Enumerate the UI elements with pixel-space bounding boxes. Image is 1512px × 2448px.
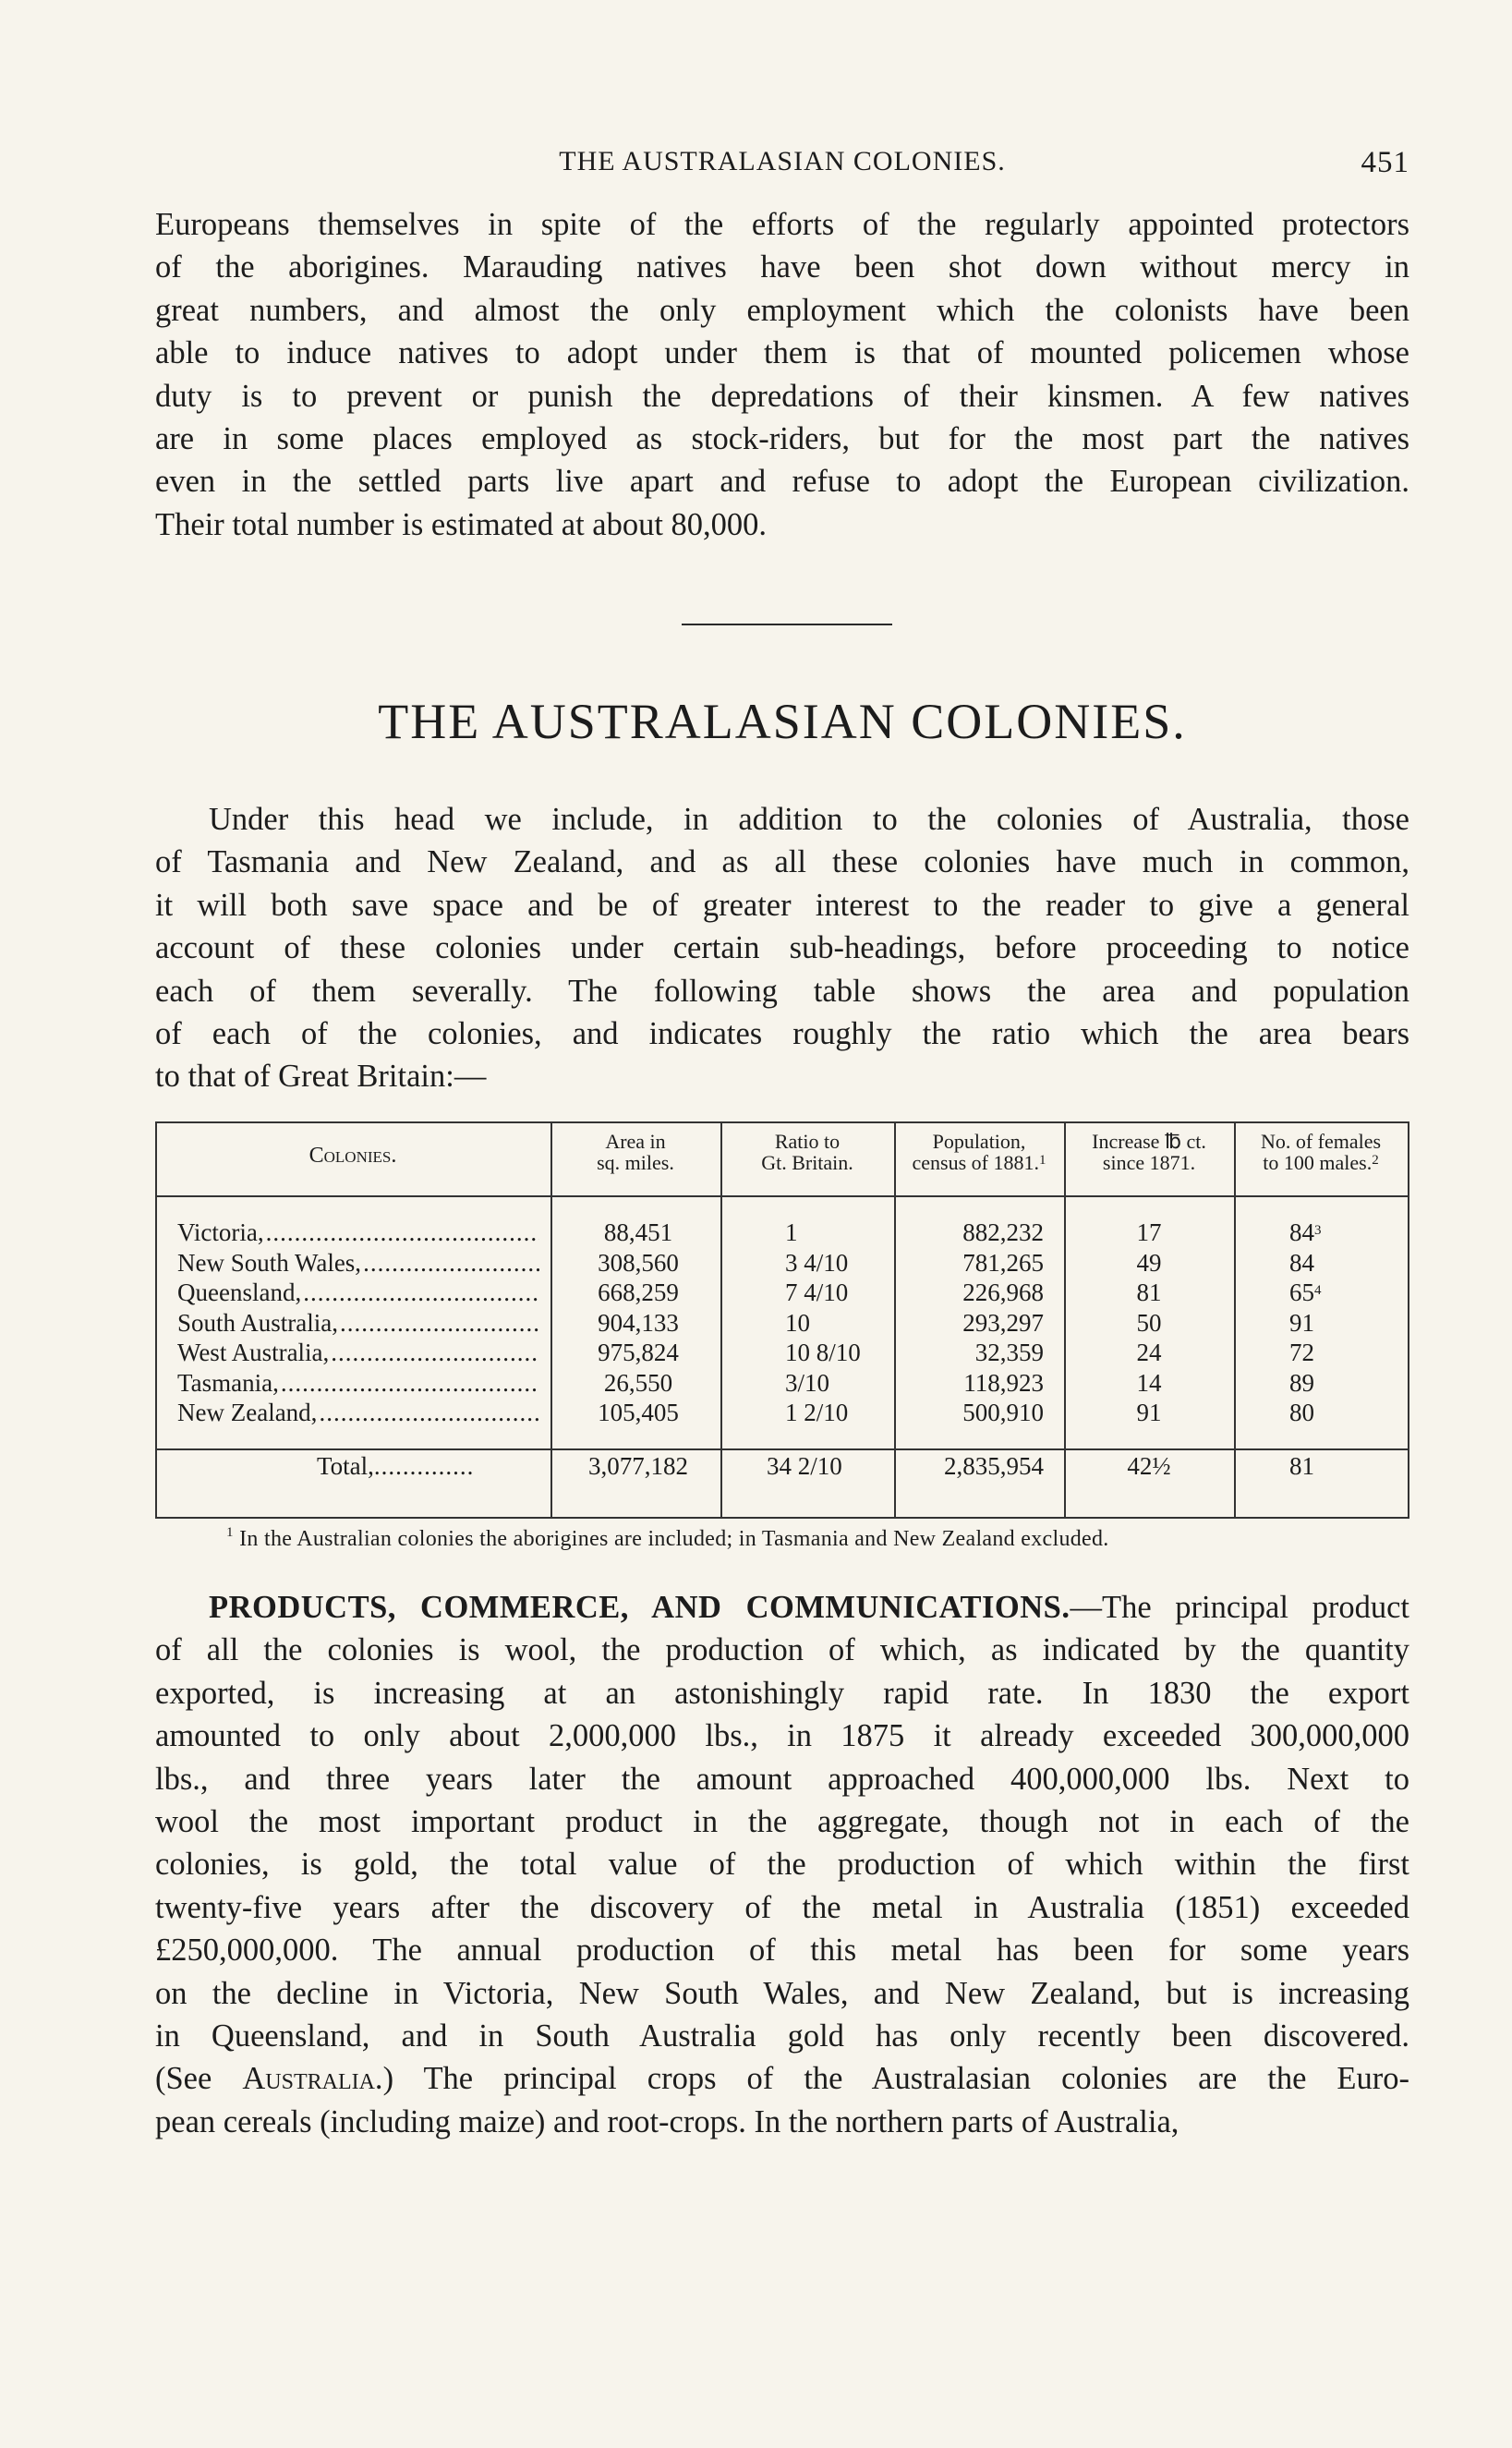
area-cell: 308,560 — [598, 1248, 679, 1277]
table-row — [177, 1338, 539, 1368]
colonies-table — [155, 1121, 1409, 1519]
header-line: Gt. Britain. — [761, 1151, 853, 1174]
header-line: Increase ℔ ct. — [1092, 1130, 1206, 1153]
females-cell — [1289, 1338, 1363, 1368]
total-label — [317, 1452, 548, 1481]
population-cell: 882,232 — [962, 1218, 1044, 1246]
females-value: 65 — [1289, 1279, 1314, 1306]
ratio-cell: 1 2/10 — [785, 1399, 849, 1426]
females-value: 80 — [1289, 1399, 1314, 1426]
leader-dots — [331, 1338, 539, 1368]
females-column — [1289, 1218, 1363, 1428]
ratio-cell: 7 4/10 — [785, 1279, 849, 1306]
text-line: account of these colonies under certain sub-headings, before proceeding to notice — [155, 930, 1409, 966]
population-column — [905, 1218, 1044, 1428]
leader-dots — [340, 1308, 539, 1339]
section-intro-paragraph — [155, 798, 1409, 1098]
ratio-cell: 3 4/10 — [785, 1248, 849, 1277]
area-column — [569, 1218, 708, 1428]
colony-name: Victoria, — [177, 1218, 264, 1246]
text-fragment: —The principal product — [1070, 1590, 1409, 1625]
population-cell: 226,968 — [962, 1279, 1044, 1306]
females-cell — [1289, 1248, 1363, 1279]
running-title: THE AUSTRALASIAN COLONIES. — [559, 146, 1006, 176]
text-line: it will both save space and be of greater interest to the reader to give a general — [155, 887, 1409, 923]
leader-dots — [281, 1368, 539, 1399]
column-divider — [894, 1121, 896, 1519]
table-row — [177, 1398, 539, 1428]
area-cell: 88,451 — [603, 1218, 673, 1246]
text-line: in Queensland, and in South Australia gold has only recently been discovered. — [155, 2018, 1409, 2054]
total-label-text: Total, — [317, 1452, 374, 1480]
total-females: 81 — [1289, 1452, 1314, 1480]
population-cell: 32,359 — [974, 1339, 1044, 1366]
text-fragment: (See — [155, 2061, 243, 2097]
header-line: Area in — [605, 1130, 666, 1153]
colony-name: New South Wales, — [177, 1248, 362, 1277]
females-value: 84 — [1289, 1248, 1314, 1277]
header-line: Ratio to — [774, 1130, 841, 1153]
colony-name: Tasmania, — [177, 1368, 279, 1397]
area-cell: 668,259 — [598, 1279, 679, 1306]
header-population — [894, 1131, 1064, 1173]
text-line: of each of the colonies, and indicates roughly the ratio which the area bears — [155, 1016, 1409, 1052]
text-line: colonies, is gold, the total value of the production of which within the first — [155, 1847, 1409, 1883]
total-population: 2,835,954 — [944, 1452, 1044, 1480]
text-line: of Tasmania and New Zealand, and as all these colonies have much in common, — [155, 844, 1409, 880]
colony-name: West Australia, — [177, 1339, 330, 1366]
text-line: are in some places employed as stock-riders, but for the most part the natives — [155, 421, 1409, 457]
area-cell: 26,550 — [603, 1368, 673, 1397]
females-value: 84 — [1289, 1218, 1314, 1246]
females-cell — [1289, 1398, 1363, 1428]
text-line: great numbers, and almost the only employment which the colonists have been — [155, 292, 1409, 328]
females-value: 72 — [1289, 1339, 1314, 1366]
header-text: to 100 males. — [1263, 1151, 1373, 1174]
column-divider — [1234, 1121, 1236, 1519]
footnote-marker: 4 — [1314, 1283, 1322, 1298]
page-number: 451 — [1361, 146, 1409, 179]
table-row — [177, 1278, 539, 1308]
header-area — [550, 1131, 720, 1173]
ratio-column — [785, 1218, 887, 1428]
increase-cell: 14 — [1136, 1368, 1162, 1397]
footnote-marker: 1 — [226, 1525, 234, 1540]
text-line: duty is to prevent or punish the depredations of their kinsmen. A few natives — [155, 378, 1409, 414]
increase-cell: 50 — [1136, 1308, 1162, 1337]
running-head — [155, 146, 1409, 183]
header-ratio — [720, 1131, 894, 1173]
text-line: of all the colonies is wool, the production of which, as indicated by the quantity — [155, 1632, 1409, 1668]
ratio-cell: 1 — [785, 1218, 798, 1246]
increase-cell: 81 — [1136, 1279, 1162, 1306]
cross-reference: Australia. — [242, 2061, 383, 2097]
header-increase — [1064, 1131, 1234, 1173]
females-value: 91 — [1289, 1308, 1314, 1337]
table-bottom-rule — [155, 1517, 1409, 1519]
text-line: able to induce natives to adopt under them is that of mounted policemen whose — [155, 335, 1409, 371]
table-top-rule — [155, 1121, 1409, 1123]
products-paragraph — [155, 1586, 1409, 2143]
area-cell: 904,133 — [598, 1308, 679, 1337]
footnote-marker: 1 — [1038, 1153, 1046, 1168]
table-border — [1408, 1121, 1409, 1519]
increase-cell: 17 — [1136, 1218, 1162, 1246]
text-line: Europeans themselves in spite of the efforts of the regularly appointed protectors — [155, 207, 1409, 242]
colony-name: South Australia, — [177, 1308, 338, 1337]
total-increase: 42½ — [1127, 1452, 1171, 1480]
footnote-text: In the Australian colonies the aborigines are included; in Tasmania and New Zealand excluded. — [239, 1527, 1109, 1551]
text-line: Under this head we include, in addition to the colonies of Australia, those — [209, 802, 1409, 837]
table-border — [155, 1121, 157, 1519]
leader-dots: .............. — [373, 1452, 475, 1480]
footnote-marker: 3 — [1314, 1223, 1322, 1238]
footnote-marker: 2 — [1372, 1153, 1379, 1168]
text-line: on the decline in Victoria, New South Wales, and New Zealand, but is increasing — [155, 1975, 1409, 2011]
colony-names-column — [177, 1218, 539, 1428]
text-line: pean cereals (including maize) and root-crops. In the northern parts of Australia, — [155, 2103, 1179, 2139]
females-cell — [1289, 1308, 1363, 1339]
increase-column — [1064, 1218, 1234, 1428]
table-total-rule — [155, 1448, 1409, 1450]
text-line: twenty-five years after the discovery of the metal in Australia (1851) exceeded — [155, 1889, 1409, 1925]
leader-dots — [303, 1278, 539, 1308]
text-line: exported, is increasing at an astonishingly rapid rate. In 1830 the export — [155, 1675, 1409, 1711]
table-row — [177, 1368, 539, 1399]
text-line — [155, 2057, 1409, 2100]
text-line: Their total number is estimated at about 80,000. — [155, 506, 768, 542]
area-cell: 975,824 — [598, 1339, 679, 1366]
header-line: since 1871. — [1102, 1151, 1196, 1174]
females-cell — [1289, 1218, 1363, 1248]
text-line: £250,000,000. The annual production of this metal has been for some years — [155, 1933, 1409, 1969]
table-row — [177, 1218, 539, 1248]
column-divider — [720, 1121, 722, 1519]
increase-cell: 49 — [1136, 1248, 1162, 1277]
header-colonies: Colonies. — [308, 1144, 397, 1168]
total-area: 3,077,182 — [588, 1452, 688, 1480]
ratio-cell: 10 — [785, 1308, 810, 1337]
text-line: of the aborigines. Marauding natives have been shot down without mercy in — [155, 249, 1409, 285]
colony-name: Queensland, — [177, 1279, 302, 1306]
population-cell: 781,265 — [962, 1248, 1044, 1277]
females-cell — [1289, 1368, 1363, 1399]
paragraph-lead-heading: PRODUCTS, COMMERCE, AND COMMUNICATIONS. — [209, 1590, 1070, 1625]
total-ratio: 34 2/10 — [767, 1452, 842, 1480]
females-cell — [1289, 1278, 1363, 1308]
text-line: each of them severally. The following table shows the area and population — [155, 973, 1409, 1009]
text-line: lbs., and three years later the amount approached 400,000,000 lbs. Next to — [155, 1761, 1409, 1797]
header-females — [1234, 1131, 1408, 1173]
area-cell: 105,405 — [598, 1399, 679, 1426]
ratio-cell: 3/10 — [785, 1368, 830, 1397]
text-fragment: ) The principal crops of the Australasian colonies are the Euro- — [382, 2061, 1409, 2097]
increase-cell: 24 — [1136, 1339, 1162, 1366]
header-line — [1234, 1152, 1408, 1173]
increase-cell: 91 — [1136, 1399, 1162, 1426]
header-line — [894, 1152, 1064, 1173]
header-text: census of 1881. — [912, 1151, 1039, 1174]
header-line: No. of females — [1260, 1130, 1382, 1153]
text-line: amounted to only about 2,000,000 lbs., in 1875 it already exceeded 300,000,000 — [155, 1718, 1409, 1754]
text-line: wool the most important product in the aggregate, though not in each of the — [155, 1804, 1409, 1840]
column-divider — [550, 1121, 552, 1519]
population-cell: 293,297 — [962, 1308, 1044, 1337]
table-footnote — [226, 1527, 1109, 1552]
section-title: THE AUSTRALASIAN COLONIES. — [378, 694, 1187, 749]
leader-dots — [319, 1398, 539, 1428]
section-divider — [682, 624, 892, 625]
text-line: even in the settled parts live apart and refuse to adopt the European civilization. — [155, 464, 1409, 500]
population-cell: 500,910 — [962, 1399, 1044, 1426]
intro-paragraph — [155, 203, 1409, 546]
table-row — [177, 1308, 539, 1339]
text-line — [155, 1586, 1409, 1629]
table-row — [177, 1248, 539, 1279]
females-value: 89 — [1289, 1368, 1314, 1397]
header-line: sq. miles. — [597, 1151, 674, 1174]
colony-name: New Zealand, — [177, 1399, 318, 1426]
leader-dots — [266, 1218, 539, 1248]
population-cell: 118,923 — [963, 1368, 1044, 1397]
leader-dots — [363, 1248, 539, 1279]
table-header-rule — [155, 1195, 1409, 1197]
text-line: to that of Great Britain:— — [155, 1059, 487, 1095]
header-line: Population, — [932, 1130, 1026, 1153]
ratio-cell: 10 8/10 — [785, 1339, 861, 1366]
